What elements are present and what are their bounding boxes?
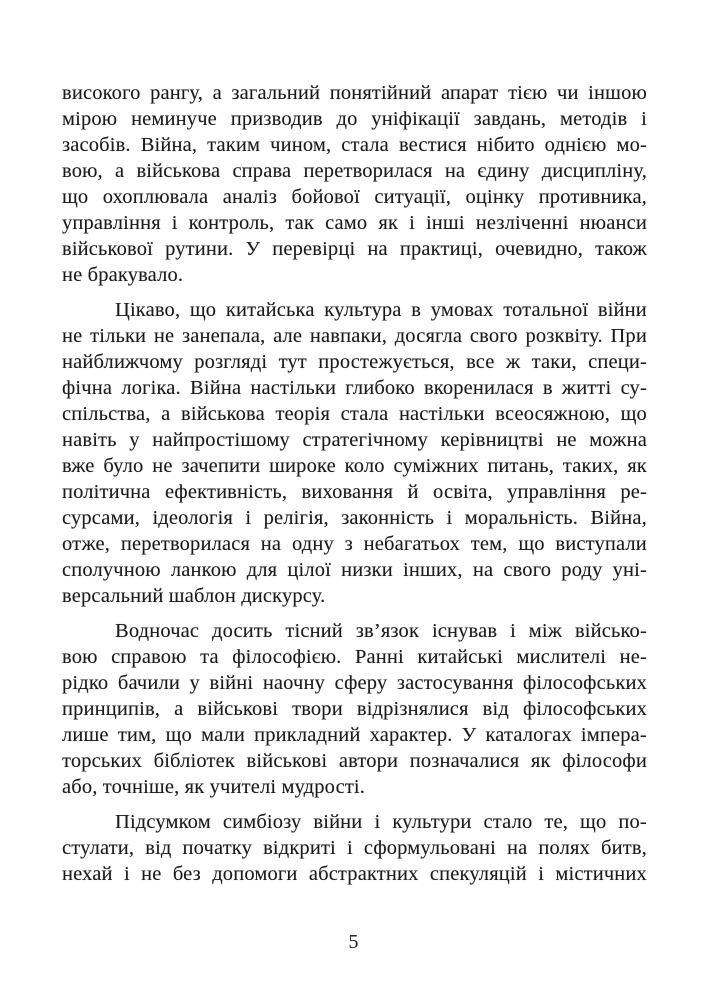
text-line: [62, 531, 647, 557]
word: політична: [62, 481, 151, 503]
word: оцінку: [465, 186, 525, 208]
word: від: [145, 837, 172, 859]
word: стала: [341, 134, 389, 156]
word: бойової: [291, 186, 360, 208]
word: філософи: [562, 750, 647, 772]
word: полях: [538, 837, 590, 859]
word: вестися: [398, 134, 467, 156]
word: а: [161, 403, 171, 425]
word: су-: [620, 377, 647, 399]
word: логіка.: [121, 377, 181, 399]
word: всеосяжною,: [495, 403, 611, 425]
word: що: [189, 299, 217, 321]
word: принципів,: [62, 698, 161, 720]
word: найпростішому: [152, 429, 290, 451]
word: низки: [341, 559, 393, 581]
word: тотальної: [503, 299, 589, 321]
text-line: [62, 158, 647, 184]
word: на: [367, 238, 388, 260]
word: містичних: [555, 863, 647, 885]
word: очевидно,: [495, 238, 583, 260]
word: стулати,: [62, 837, 135, 859]
word: управління: [62, 212, 161, 234]
word: зв’язок: [355, 620, 420, 642]
word: і: [510, 620, 516, 642]
word: зачепити: [181, 455, 261, 477]
word: філософських: [522, 698, 647, 720]
text-line: [62, 835, 647, 861]
word: вкоренилася: [423, 377, 534, 399]
word: до: [336, 108, 358, 130]
word: роду: [561, 559, 603, 581]
text-line: [62, 453, 647, 479]
word: не: [141, 863, 162, 885]
word: бібліотек: [153, 750, 235, 772]
word: нехай: [62, 863, 113, 885]
word: що: [580, 811, 607, 833]
word: і: [123, 863, 130, 885]
word: свого: [503, 559, 552, 581]
word: освіта,: [433, 481, 493, 503]
word: відкриті: [263, 837, 336, 859]
word: виступали: [555, 533, 647, 555]
word: і: [346, 837, 353, 859]
text-line: [62, 479, 647, 505]
word: одну: [291, 533, 334, 555]
page-number: 5: [348, 931, 359, 953]
word: завдань,: [473, 108, 547, 130]
word: умовах: [430, 299, 494, 321]
word: застосування: [396, 672, 514, 694]
word: як: [627, 455, 647, 477]
word: неминуче: [131, 108, 217, 130]
text-line: [62, 323, 647, 349]
text-line: [62, 375, 647, 401]
word: коло: [344, 455, 385, 477]
paragraph-3: [62, 618, 647, 800]
text-line: [62, 184, 647, 210]
word: таким: [207, 134, 261, 156]
word: мо-: [616, 134, 647, 156]
word: і: [538, 863, 545, 885]
word: не-: [619, 646, 647, 668]
word: на: [472, 559, 494, 581]
word: у: [129, 429, 140, 451]
word: Цікаво,: [115, 299, 181, 321]
word: досягла: [394, 325, 463, 347]
word: допомоги: [212, 863, 298, 885]
word: рідко: [62, 672, 109, 694]
word: як: [378, 212, 399, 234]
word: наочну: [262, 672, 326, 694]
word: і: [446, 507, 453, 529]
word: Підсумком: [115, 811, 211, 833]
word: чи: [557, 82, 579, 104]
word: У: [461, 724, 477, 746]
word: війни: [597, 299, 647, 321]
word: У: [245, 238, 261, 260]
word: тісний: [285, 620, 343, 642]
word: прикладний: [254, 724, 361, 746]
word: існував: [431, 620, 498, 642]
word: таких,: [562, 455, 619, 477]
word: розквіту.: [525, 325, 603, 347]
word: не: [152, 455, 173, 477]
word: що: [620, 403, 647, 425]
word: аналіз: [222, 186, 278, 208]
word: а: [115, 160, 125, 182]
word: на: [260, 533, 282, 555]
word: широке: [269, 455, 336, 477]
word: військова: [181, 403, 265, 425]
word: на: [506, 837, 528, 859]
word: й: [407, 481, 419, 503]
word: від: [482, 698, 509, 720]
word: спекуляцій: [429, 863, 527, 885]
word: ланкою: [170, 559, 237, 581]
word: торських: [62, 750, 143, 772]
word: простежується,: [318, 351, 455, 373]
word: настільки: [398, 403, 485, 425]
word: керівництві: [440, 429, 544, 451]
word: вже: [62, 455, 95, 477]
word: без: [172, 863, 201, 885]
word: ситуації,: [374, 186, 452, 208]
word: охоплювала: [102, 186, 209, 208]
word: і: [409, 212, 415, 234]
word: цілої: [287, 559, 331, 581]
word: військової: [62, 238, 153, 260]
text-line: [62, 210, 647, 236]
word: Війна,: [590, 507, 647, 529]
word: чином,: [270, 134, 332, 156]
paragraph-4: [62, 809, 647, 887]
word: Ранні: [354, 646, 404, 668]
word: бачили: [117, 672, 180, 694]
paragraph-1: [62, 80, 647, 288]
word: не: [153, 325, 175, 347]
word: понятійний: [329, 82, 432, 104]
page-body-text: [62, 80, 647, 887]
word: Водночас: [115, 620, 200, 642]
word: теорія: [275, 403, 331, 425]
word: досить: [212, 620, 273, 642]
word: навіть: [62, 429, 117, 451]
word: вою,: [62, 160, 103, 182]
word: контроль,: [188, 212, 275, 234]
word: культура: [324, 299, 402, 321]
word: для: [246, 559, 278, 581]
word: методів: [560, 108, 628, 130]
word: те,: [544, 811, 569, 833]
word: мислителі: [516, 646, 607, 668]
word: сформульовані: [363, 837, 496, 859]
word: лише: [62, 724, 109, 746]
word: стратегічному: [302, 429, 429, 451]
word: культури: [392, 811, 472, 833]
word: військові: [197, 698, 279, 720]
text-line: [62, 557, 647, 583]
text-line: [62, 132, 647, 158]
word: на: [444, 160, 466, 182]
text-line: [62, 505, 647, 531]
word: абстрактних: [308, 863, 419, 885]
word: загальний: [231, 82, 321, 104]
word: розгляді: [194, 351, 268, 373]
text-line: [115, 809, 647, 835]
word: як: [530, 750, 551, 772]
word: перетворилася: [120, 533, 251, 555]
word: противника,: [538, 186, 647, 208]
text-line: [62, 106, 647, 132]
word: військо-: [574, 620, 647, 642]
word: управління: [507, 481, 606, 503]
word: що: [62, 186, 89, 208]
word: позначалися: [409, 750, 520, 772]
word: філософією.: [232, 646, 342, 668]
word: навпаки,: [309, 325, 387, 347]
word: фічна: [62, 377, 113, 399]
word: автори: [338, 750, 399, 772]
word: сполучною: [62, 559, 161, 581]
word: При: [610, 325, 647, 347]
word: настільки: [250, 377, 337, 399]
text-line: [62, 401, 647, 427]
word: іншою: [588, 82, 647, 104]
word: симбіозу: [222, 811, 302, 833]
word: єдину: [477, 160, 530, 182]
word: каталогах: [485, 724, 572, 746]
word: мірою: [62, 108, 118, 130]
word: однією: [544, 134, 607, 156]
word: найближчому: [62, 351, 183, 373]
word: у: [189, 672, 200, 694]
word: тут: [278, 351, 307, 373]
word: і: [171, 212, 178, 234]
word: також: [595, 238, 647, 260]
word: китайська: [225, 299, 315, 321]
word: а: [212, 82, 222, 104]
word: і: [374, 811, 381, 833]
word: суміжних: [393, 455, 479, 477]
word: Війна: [190, 377, 242, 399]
word: призводив: [230, 108, 323, 130]
text-line: [115, 618, 647, 644]
word: виховання: [301, 481, 394, 503]
word: дисципліну,: [541, 160, 647, 182]
word: тем,: [470, 533, 508, 555]
word: по-: [618, 811, 647, 833]
word: не: [62, 325, 83, 347]
word: апарат: [440, 82, 499, 104]
word: свого: [469, 325, 518, 347]
word: а: [174, 698, 184, 720]
word: битв,: [601, 837, 647, 859]
word: релігія,: [263, 507, 329, 529]
word: високого: [62, 82, 141, 104]
word: моральність.: [464, 507, 579, 529]
text-line: [62, 427, 647, 453]
word: незліченні: [475, 212, 569, 234]
word: філософських: [522, 672, 647, 694]
text-line: [62, 861, 647, 887]
word: практиці,: [399, 238, 483, 260]
text-line: [115, 297, 647, 323]
text-line: [62, 670, 647, 696]
word: так: [285, 212, 315, 234]
word: уні-: [612, 559, 647, 581]
word: отже,: [62, 533, 111, 555]
word: імпера-: [580, 724, 647, 746]
word: відрізнялися: [356, 698, 469, 720]
text-line: [62, 748, 647, 774]
word: та: [200, 646, 219, 668]
word: вою: [62, 646, 98, 668]
word: ж: [505, 351, 521, 373]
word: специ-: [588, 351, 647, 373]
word: законність: [341, 507, 435, 529]
word: що: [165, 724, 192, 746]
text-line: [62, 722, 647, 748]
text-line: [62, 696, 647, 722]
word: можна: [589, 429, 647, 451]
text-line: [62, 80, 647, 106]
word: твори: [292, 698, 343, 720]
word: справа: [232, 160, 292, 182]
word: стало: [483, 811, 533, 833]
word: але: [273, 325, 303, 347]
word: і: [245, 507, 252, 529]
word: не: [556, 429, 577, 451]
word: рангу,: [150, 82, 204, 104]
word: тією: [508, 82, 548, 104]
word: сурсами,: [62, 507, 141, 529]
word: війни: [313, 811, 363, 833]
word: питань,: [487, 455, 555, 477]
word: з: [344, 533, 353, 555]
word: характер.: [369, 724, 453, 746]
word: що: [518, 533, 545, 555]
text-line: версальний шаблон дискурсу.: [62, 585, 326, 607]
word: ефективність,: [164, 481, 288, 503]
word: в: [411, 299, 422, 321]
word: засобів.: [62, 134, 131, 156]
word: все: [466, 351, 495, 373]
word: військова: [136, 160, 221, 182]
word: само: [325, 212, 368, 234]
word: спільства,: [62, 403, 151, 425]
word: стала: [340, 403, 389, 425]
word: було: [103, 455, 144, 477]
word: глибоко: [345, 377, 415, 399]
word: перевірці: [272, 238, 356, 260]
word: таки,: [531, 351, 577, 373]
text-line: [62, 349, 647, 375]
text-line: [62, 644, 647, 670]
word: початку: [182, 837, 253, 859]
word: війні: [209, 672, 254, 694]
word: тільки: [90, 325, 147, 347]
word: перетворилася: [303, 160, 433, 182]
text-line: не бракувало.: [62, 264, 184, 286]
word: занепала,: [182, 325, 266, 347]
word: тим,: [117, 724, 157, 746]
word: ідеологія: [152, 507, 234, 529]
word: мали: [201, 724, 246, 746]
word: інших,: [403, 559, 463, 581]
word: сферу: [334, 672, 388, 694]
word: нібито: [476, 134, 535, 156]
word: справою: [111, 646, 187, 668]
word: в: [542, 377, 553, 399]
word: китайські: [417, 646, 503, 668]
word: небагатьох: [363, 533, 461, 555]
word: і: [641, 108, 647, 130]
paragraph-2: [62, 297, 647, 609]
word: Війна,: [140, 134, 198, 156]
word: військові: [246, 750, 328, 772]
text-line: або, точніше, як учителі мудрості.: [62, 776, 366, 798]
word: уніфікації: [371, 108, 460, 130]
word: нюанси: [579, 212, 647, 234]
word: ре-: [620, 481, 647, 503]
text-line: [62, 236, 647, 262]
word: між: [528, 620, 563, 642]
word: рутини.: [165, 238, 234, 260]
word: інші: [425, 212, 465, 234]
word: житті: [561, 377, 612, 399]
